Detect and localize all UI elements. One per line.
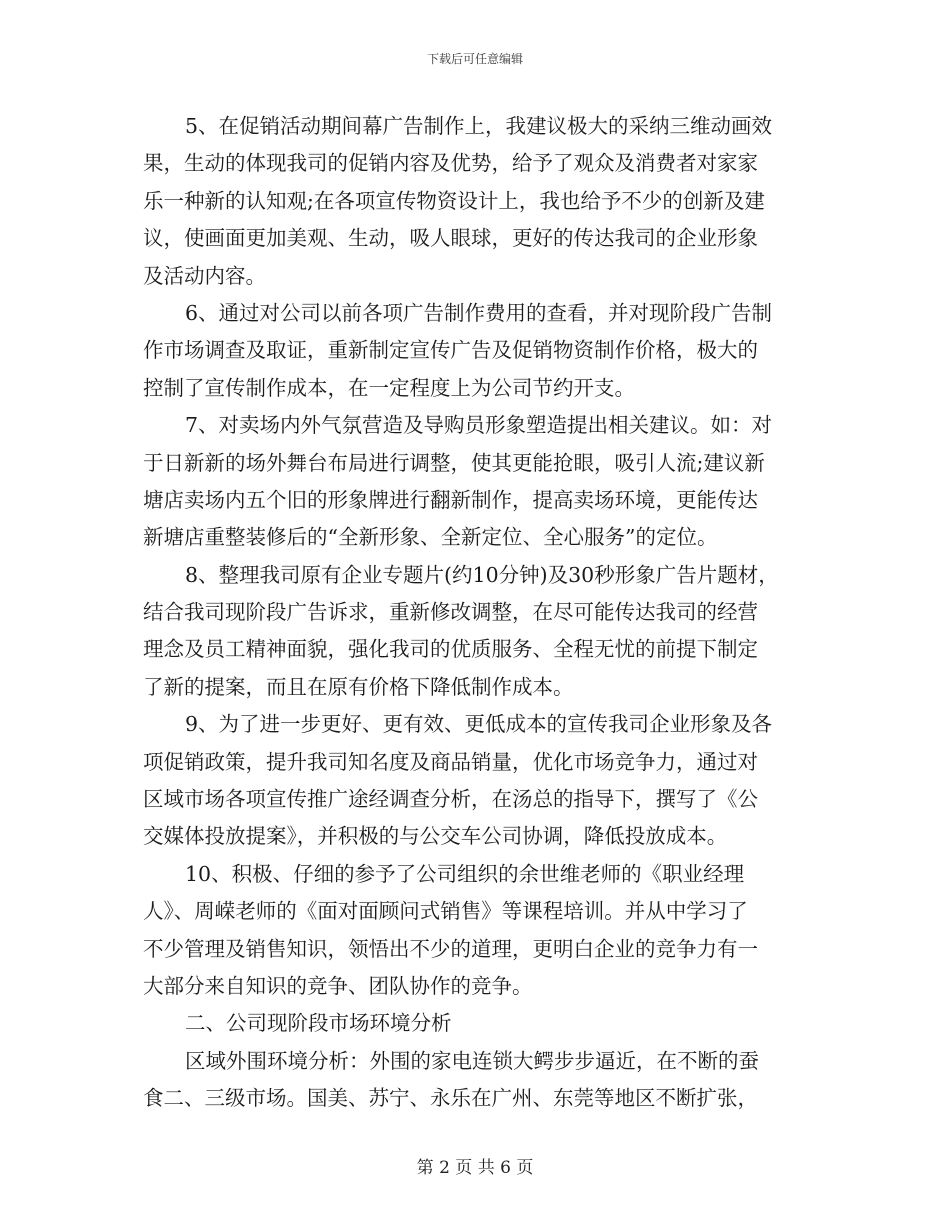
body-text (143, 108, 808, 1118)
text-line: 7、对卖场内外气氛营造及导购员形象塑造提出相关建议。如：对 (185, 413, 773, 438)
text-line: 二、公司现阶段市场环境分析 (185, 1011, 452, 1036)
text-line: 塘店卖场内五个旧的形象牌进行翻新制作，提高卖场环境，更能传达 (143, 487, 758, 512)
text-line: 及活动内容。 (143, 263, 266, 288)
text-line: 果，生动的体现我司的促销内容及优势，给予了观众及消费者对家家 (143, 151, 758, 176)
text-line: 人》、周嵘老师的《面对面顾问式销售》等课程培训。并从中学习了 (143, 899, 748, 924)
text-line: 交媒体投放提案》，并积极的与公交车公司协调，降低投放成本。 (143, 824, 728, 849)
text-line: 10、积极、仔细的参予了公司组织的余世维老师的《职业经理 (185, 861, 745, 886)
text-line: 新塘店重整装修后的“全新形象、全新定位、全心服务”的定位。 (143, 525, 718, 550)
text-line: 乐一种新的认知观;在各项宣传物资设计上，我也给予不少的创新及建 (143, 188, 765, 213)
page-header: 下载后可任意编辑 (426, 52, 523, 66)
text-line: 控制了宣传制作成本，在一定程度上为公司节约开支。 (143, 375, 635, 400)
text-line: 于日新新的场外舞台布局进行调整，使其更能抢眼，吸引人流;建议新 (143, 450, 765, 475)
text-line: 了新的提案，而且在原有价格下降低制作成本。 (143, 674, 574, 699)
page-footer: 第 2 页 共 6 页 (416, 1158, 534, 1178)
text-line: 食二、三级市场。国美、苏宁、永乐在广州、东莞等地区不断扩张， (143, 1086, 758, 1111)
text-line: 区域市场各项宣传推广途经调查分析，在汤总的指导下，撰写了《公 (143, 787, 758, 812)
text-line: 9、为了进一步更好、更有效、更低成本的宣传我司企业形象及各 (185, 712, 773, 737)
text-line: 结合我司现阶段广告诉求，重新修改调整，在尽可能传达我司的经营 (143, 600, 758, 625)
text-line: 作市场调查及取证，重新制定宣传广告及促销物资制作价格，极大的 (143, 338, 758, 363)
text-line: 6、通过对公司以前各项广告制作费用的查看，并对现阶段广告制 (185, 300, 773, 325)
text-line: 议，使画面更加美观、生动，吸人眼球，更好的传达我司的企业形象 (143, 226, 758, 251)
text-line: 区域外围环境分析：外围的家电连锁大鳄步步逼近，在不断的蚕 (185, 1048, 759, 1073)
text-line: 项促销政策，提升我司知名度及商品销量，优化市场竞争力，通过对 (143, 749, 758, 774)
text-line: 5、在促销活动期间幕广告制作上，我建议极大的采纳三维动画效 (185, 114, 773, 138)
text-line: 8、整理我司原有企业专题片(约10分钟)及30秒形象广告片题材， (185, 562, 779, 587)
text-line: 不少管理及销售知识，领悟出不少的道理，更明白企业的竞争力有一 (143, 936, 758, 961)
text-line: 理念及员工精神面貌，强化我司的优质服务、全程无忧的前提下制定 (143, 637, 758, 662)
text-line: 大部分来自知识的竞争、团队协作的竞争。 (143, 973, 533, 998)
